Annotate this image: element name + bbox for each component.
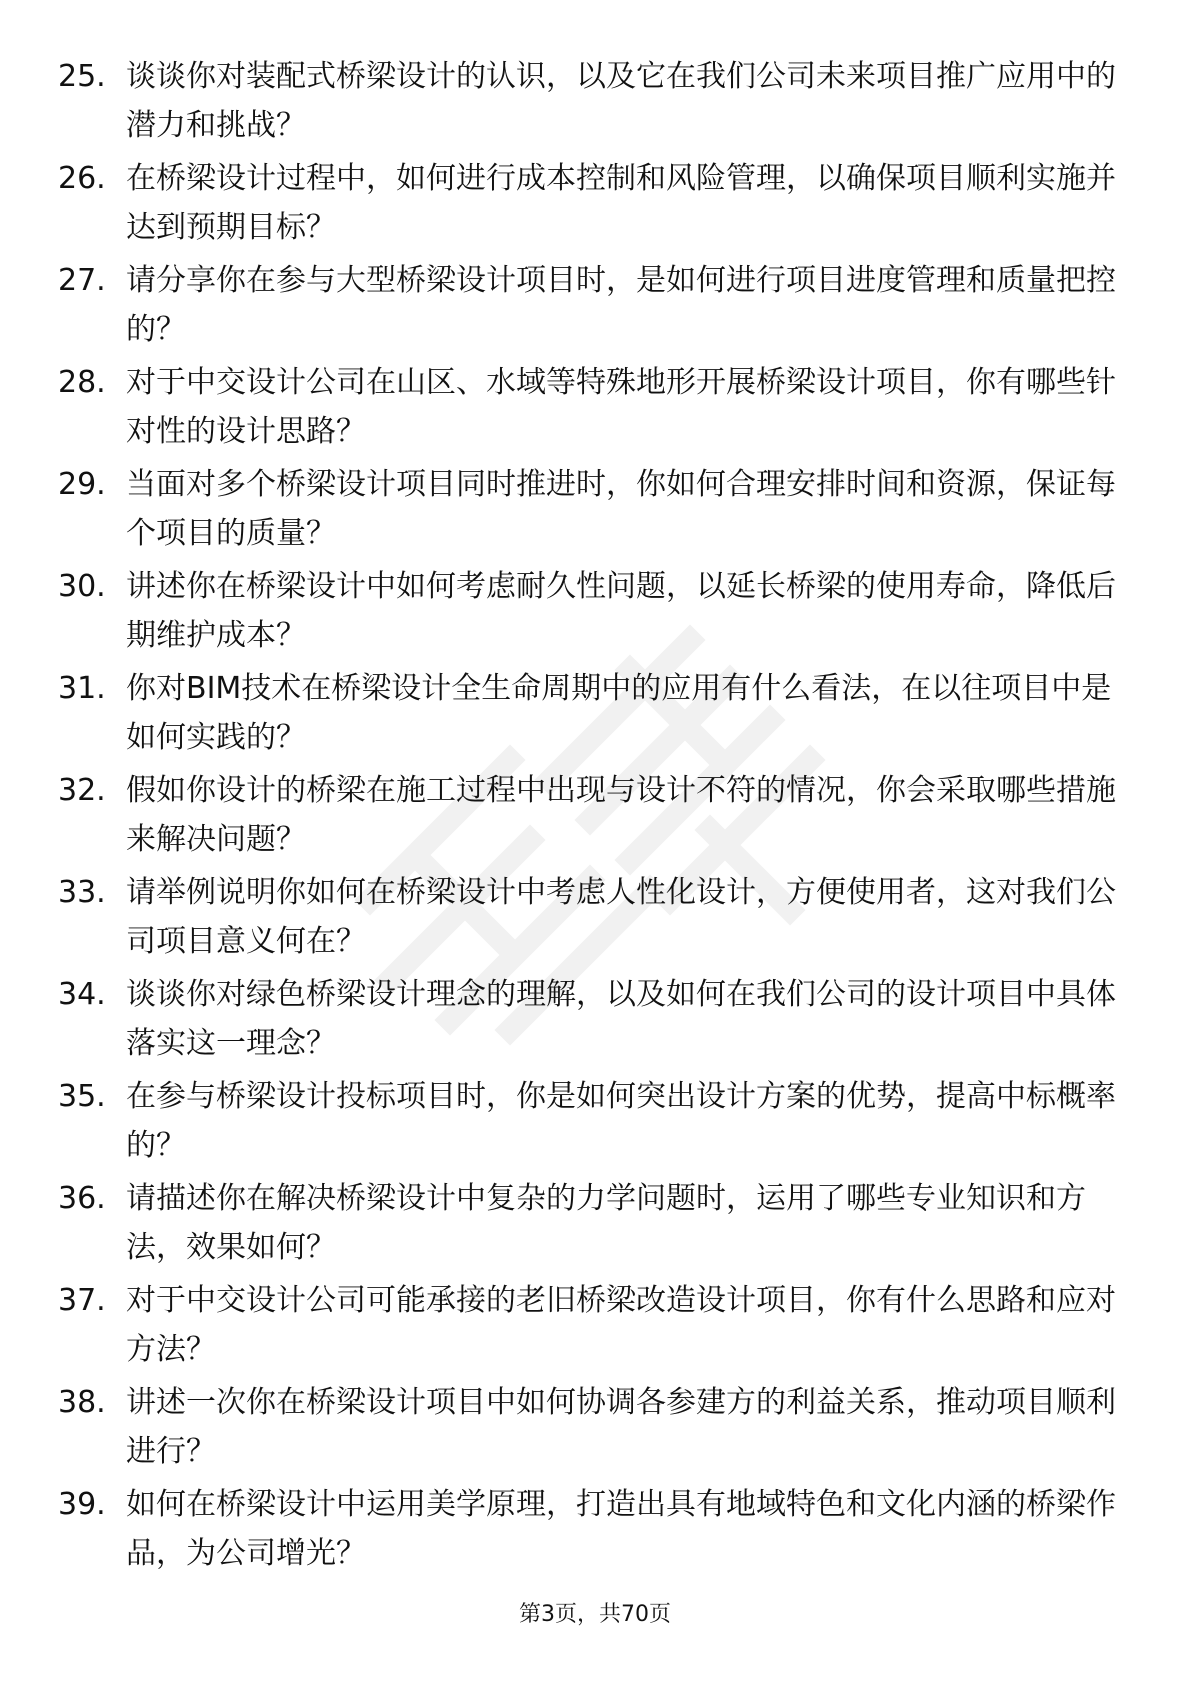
question-item (58, 1174, 1118, 1276)
question-item (58, 1072, 1118, 1174)
question-number: 33. (58, 875, 106, 910)
question-text: 谈谈你对绿色桥梁设计理念的理解，以及如何在我们公司的设计项目中具体落实这一理念？ (126, 977, 1116, 1061)
question-item (58, 52, 1118, 154)
question-number: 30. (58, 569, 106, 604)
question-item (58, 1276, 1118, 1378)
page-number-footer: 第3页，共70页 (519, 1602, 671, 1627)
question-item (58, 460, 1118, 562)
question-number: 26. (58, 161, 106, 196)
question-text: 当面对多个桥梁设计项目同时推进时，你如何合理安排时间和资源，保证每个项目的质量？ (126, 467, 1116, 551)
question-number: 31. (58, 671, 106, 706)
question-number: 38. (58, 1385, 106, 1420)
question-item (58, 358, 1118, 460)
question-text: 请分享你在参与大型桥梁设计项目时，是如何进行项目进度管理和质量把控的？ (126, 263, 1116, 347)
question-text: 在参与桥梁设计投标项目时，你是如何突出设计方案的优势，提高中标概率的？ (126, 1079, 1116, 1163)
question-number: 35. (58, 1079, 106, 1114)
question-item (58, 154, 1118, 256)
question-item (58, 256, 1118, 358)
question-text: 请描述你在解决桥梁设计中复杂的力学问题时，运用了哪些专业知识和方法，效果如何？ (126, 1181, 1086, 1265)
question-text: 对于中交设计公司在山区、水域等特殊地形开展桥梁设计项目，你有哪些针对性的设计思路？ (126, 365, 1116, 449)
question-list (58, 52, 1118, 1582)
question-item (58, 868, 1118, 970)
question-text: 如何在桥梁设计中运用美学原理，打造出具有地域特色和文化内涵的桥梁作品，为公司增光？ (126, 1487, 1116, 1571)
question-item (58, 766, 1118, 868)
question-text: 在桥梁设计过程中，如何进行成本控制和风险管理，以确保项目顺利实施并达到预期目标？ (126, 161, 1116, 245)
question-item (58, 562, 1118, 664)
question-text: 你对BIM技术在桥梁设计全生命周期中的应用有什么看法，在以往项目中是如何实践的？ (126, 671, 1112, 755)
question-text: 假如你设计的桥梁在施工过程中出现与设计不符的情况，你会采取哪些措施来解决问题？ (126, 773, 1116, 857)
question-item (58, 970, 1118, 1072)
question-number: 29. (58, 467, 106, 502)
question-item (58, 1480, 1118, 1582)
question-number: 34. (58, 977, 106, 1012)
question-number: 37. (58, 1283, 106, 1318)
question-item (58, 1378, 1118, 1480)
question-number: 39. (58, 1487, 106, 1522)
question-number: 28. (58, 365, 106, 400)
question-text: 对于中交设计公司可能承接的老旧桥梁改造设计项目，你有什么思路和应对方法？ (126, 1283, 1116, 1367)
question-text: 讲述你在桥梁设计中如何考虑耐久性问题，以延长桥梁的使用寿命，降低后期维护成本？ (126, 569, 1116, 653)
question-number: 25. (58, 59, 106, 94)
question-item (58, 664, 1118, 766)
question-text: 讲述一次你在桥梁设计项目中如何协调各参建方的利益关系，推动项目顺利进行？ (126, 1385, 1116, 1469)
question-number: 36. (58, 1181, 106, 1216)
question-text: 请举例说明你如何在桥梁设计中考虑人性化设计，方便使用者，这对我们公司项目意义何在？ (126, 875, 1116, 959)
question-number: 32. (58, 773, 106, 808)
question-text: 谈谈你对装配式桥梁设计的认识，以及它在我们公司未来项目推广应用中的潜力和挑战？ (126, 59, 1116, 143)
question-number: 27. (58, 263, 106, 298)
